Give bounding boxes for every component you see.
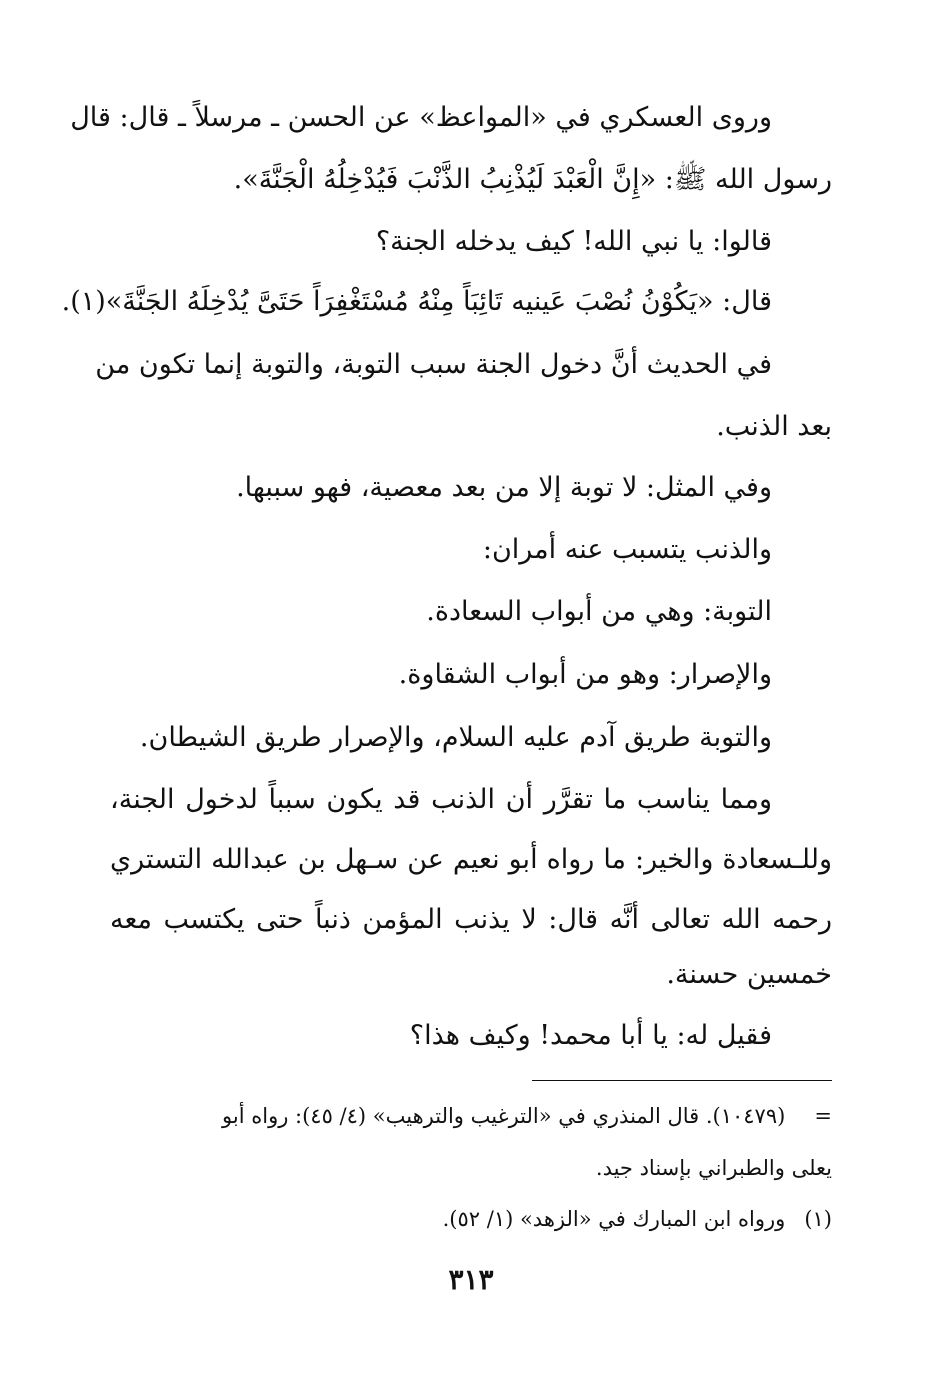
body-line: والإصرار: وهو من أبواب الشقاوة. [398, 659, 772, 690]
footnote-line [110, 1100, 832, 1132]
body-line: وفي المثل: لا توبة إلا من بعد معصية، فهو سببها. [236, 472, 772, 503]
body-line: بعد الذنب. [716, 411, 832, 442]
body-line: وللـسعادة والخير: ما رواه أبو نعيم عن سـهل بن عبدالله التستري [110, 844, 832, 875]
body-line: خمسين حسنة. [666, 959, 832, 990]
body-line: رحمه الله تعالى أنَّه قال: لا يذنب المؤمن ذنباً حتى يكتسب معه [110, 904, 832, 935]
body-line: رسول الله ﷺ: «إِنَّ الْعَبْدَ لَيُذْنِبُ الذَّنْبَ فَيُدْخِلُهُ الْجَنَّةَ». [233, 164, 832, 195]
footnote-text: (١٠٤٧٩). قال المنذري في «الترغيب والترهيب» (٤/ ٤٥): رواه أبو [222, 1104, 786, 1128]
body-line: فقيل له: يا أبا محمد! وكيف هذا؟ [409, 1020, 772, 1051]
body-line: وروى العسكري في «المواعظ» عن الحسن ـ مرسلاً ـ قال: قال [70, 102, 772, 133]
body-line: قالوا: يا نبي الله! كيف يدخله الجنة؟ [375, 226, 772, 257]
body-line: ومما يناسب ما تقرَّر أن الذنب قد يكون سبباً لدخول الجنة، [110, 784, 772, 815]
footnote-text: ورواه ابن المبارك في «الزهد» (١/ ٥٢). [442, 1207, 786, 1231]
footnote-text: يعلى والطبراني بإسناد جيد. [595, 1156, 832, 1180]
footnote-marker: = [814, 1104, 832, 1128]
footnote-marker: (١) [804, 1207, 832, 1231]
body-line: والذنب يتسبب عنه أمران: [482, 534, 772, 565]
page-number: ٣١٣ [448, 1263, 494, 1296]
body-line: في الحديث أنَّ دخول الجنة سبب التوبة، والتوبة إنما تكون من [95, 349, 772, 380]
body-line: قال: «يَكُوْنُ نُصْبَ عَينيه تَائِبَاً مِنْهُ مُسْتَغْفِرَاً حَتَىَّ يُدْخِلَهُ الجَنَّةَ»(١). [61, 286, 772, 317]
body-line: والتوبة طريق آدم عليه السلام، والإصرار طريق الشيطان. [139, 722, 772, 753]
body-line: التوبة: وهي من أبواب السعادة. [426, 596, 772, 627]
footnote-line [110, 1152, 832, 1184]
footnote-line [110, 1203, 832, 1235]
